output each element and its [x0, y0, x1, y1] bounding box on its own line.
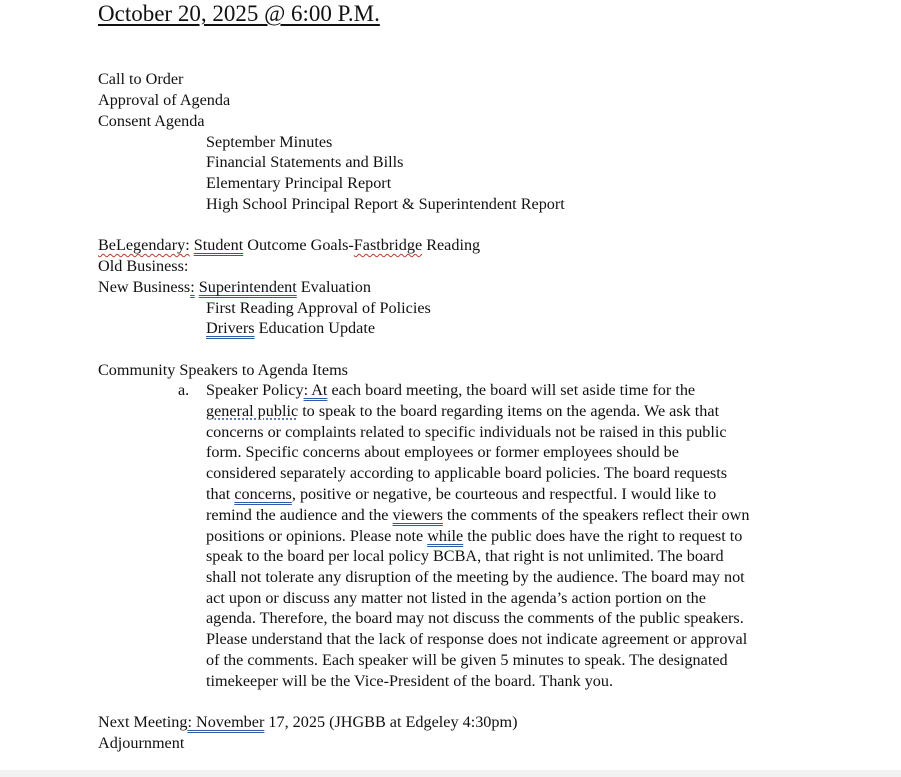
next-meeting-details: 17, 2025 (JHGBB at Edgeley 4:30pm) [264, 713, 518, 731]
drivers-education-line [206, 318, 375, 339]
speaker-policy-line-15: timekeeper will be the Vice-President of the board. Thank you. [206, 672, 614, 690]
outcome-goals-text: Outcome Goals- [243, 236, 354, 254]
speaker-policy-text-2: to speak to the board regarding items on the agenda. We ask that [298, 402, 720, 420]
general-public-phrase: general public [206, 402, 299, 420]
meeting-date-heading: October 20, 2025 @ 6:00 P.M. [98, 1, 380, 26]
belegendary-word: BeLegendary: [98, 236, 190, 254]
drivers-word: Drivers [206, 319, 255, 337]
speaker-policy-line-9: speak to the board per local policy BCBA, that right is not unlimited. The board [206, 547, 724, 565]
evaluation-text: Evaluation [296, 278, 371, 296]
speaker-policy-line-14: of the comments. Each speaker will be given 5 minutes to speak. The designated [206, 651, 728, 669]
speaker-policy-line-5: considered separately according to applicable board policies. The board requests [206, 464, 728, 482]
consent-agenda-label: Consent Agenda [98, 112, 205, 130]
speaker-policy-text-1: each board meeting, the board will set aside time for the [327, 381, 696, 399]
speaker-policy-line-3: concerns or complaints related to specific individuals not be raised in this public [206, 423, 727, 441]
next-meeting-colon-month: : November [187, 713, 265, 731]
community-speakers-label: Community Speakers to Agenda Items [98, 361, 348, 379]
new-business-colon: : [190, 278, 195, 296]
speaker-policy-line-1 [206, 380, 695, 401]
speaker-policy-line-11: act upon or discuss any matter not listed in the agenda’s action portion on the [206, 589, 706, 607]
belegendary-line [98, 235, 480, 256]
approval-of-agenda: Approval of Agenda [98, 91, 231, 109]
speaker-policy-text-7a: remind the audience and the [206, 506, 393, 524]
education-update-text: Education Update [254, 319, 376, 337]
fastbridge-word: Fastbridge [353, 236, 423, 254]
call-to-order: Call to Order [98, 70, 184, 88]
speaker-policy-line-13: Please understand that the lack of response does not indicate agreement or approval [206, 630, 748, 648]
superintendent-word: Superintendent [198, 278, 297, 296]
adjournment: Adjournment [98, 734, 185, 752]
consent-item-financial-statements: Financial Statements and Bills [206, 153, 404, 171]
next-meeting-line [98, 712, 517, 733]
consent-item-september-minutes: September Minutes [206, 133, 333, 151]
speaker-policy-line-8 [206, 526, 742, 547]
consent-item-high-school-report: High School Principal Report & Superintendent Report [206, 195, 565, 213]
while-word: while [427, 527, 464, 545]
new-business-line [98, 277, 371, 298]
new-business-label: New Business [98, 278, 191, 296]
speaker-policy-text-8a: positions or opinions. Please note [206, 527, 428, 545]
speaker-policy-text-7c: the comments of the speakers reflect their own [442, 506, 750, 524]
speaker-policy-line-12: agenda. Therefore, the board may not discuss the comments of the public speakers. [206, 609, 744, 627]
speaker-policy-label: Speaker Policy [206, 381, 304, 399]
consent-item-elementary-report: Elementary Principal Report [206, 174, 392, 192]
next-meeting-label: Next Meeting [98, 713, 188, 731]
speaker-policy-text-8c: the public does have the right to request to [463, 527, 743, 545]
list-marker-a: a. [178, 381, 190, 399]
first-reading-item: First Reading Approval of Policies [206, 299, 431, 317]
viewers-word: viewers [392, 506, 443, 524]
speaker-policy-colon-at: : At [303, 381, 328, 399]
speaker-policy-line-10: shall not tolerate any disruption of the meeting by the audience. The board may not [206, 568, 745, 586]
speaker-policy-line-7 [206, 505, 749, 526]
speaker-policy-text-6a: that [206, 485, 235, 503]
speaker-policy-line-6 [206, 484, 716, 505]
speaker-policy-line-4: form. Specific concerns about employees or former employees should be [206, 443, 679, 461]
old-business: Old Business: [98, 257, 189, 275]
student-word: Student [193, 236, 244, 254]
speaker-policy-text-6c: , positive or negative, be courteous and respectful. I would like to [291, 485, 717, 503]
speaker-policy-line-2 [206, 401, 719, 422]
concerns-word: concerns [234, 485, 292, 503]
reading-text: Reading [422, 236, 481, 254]
